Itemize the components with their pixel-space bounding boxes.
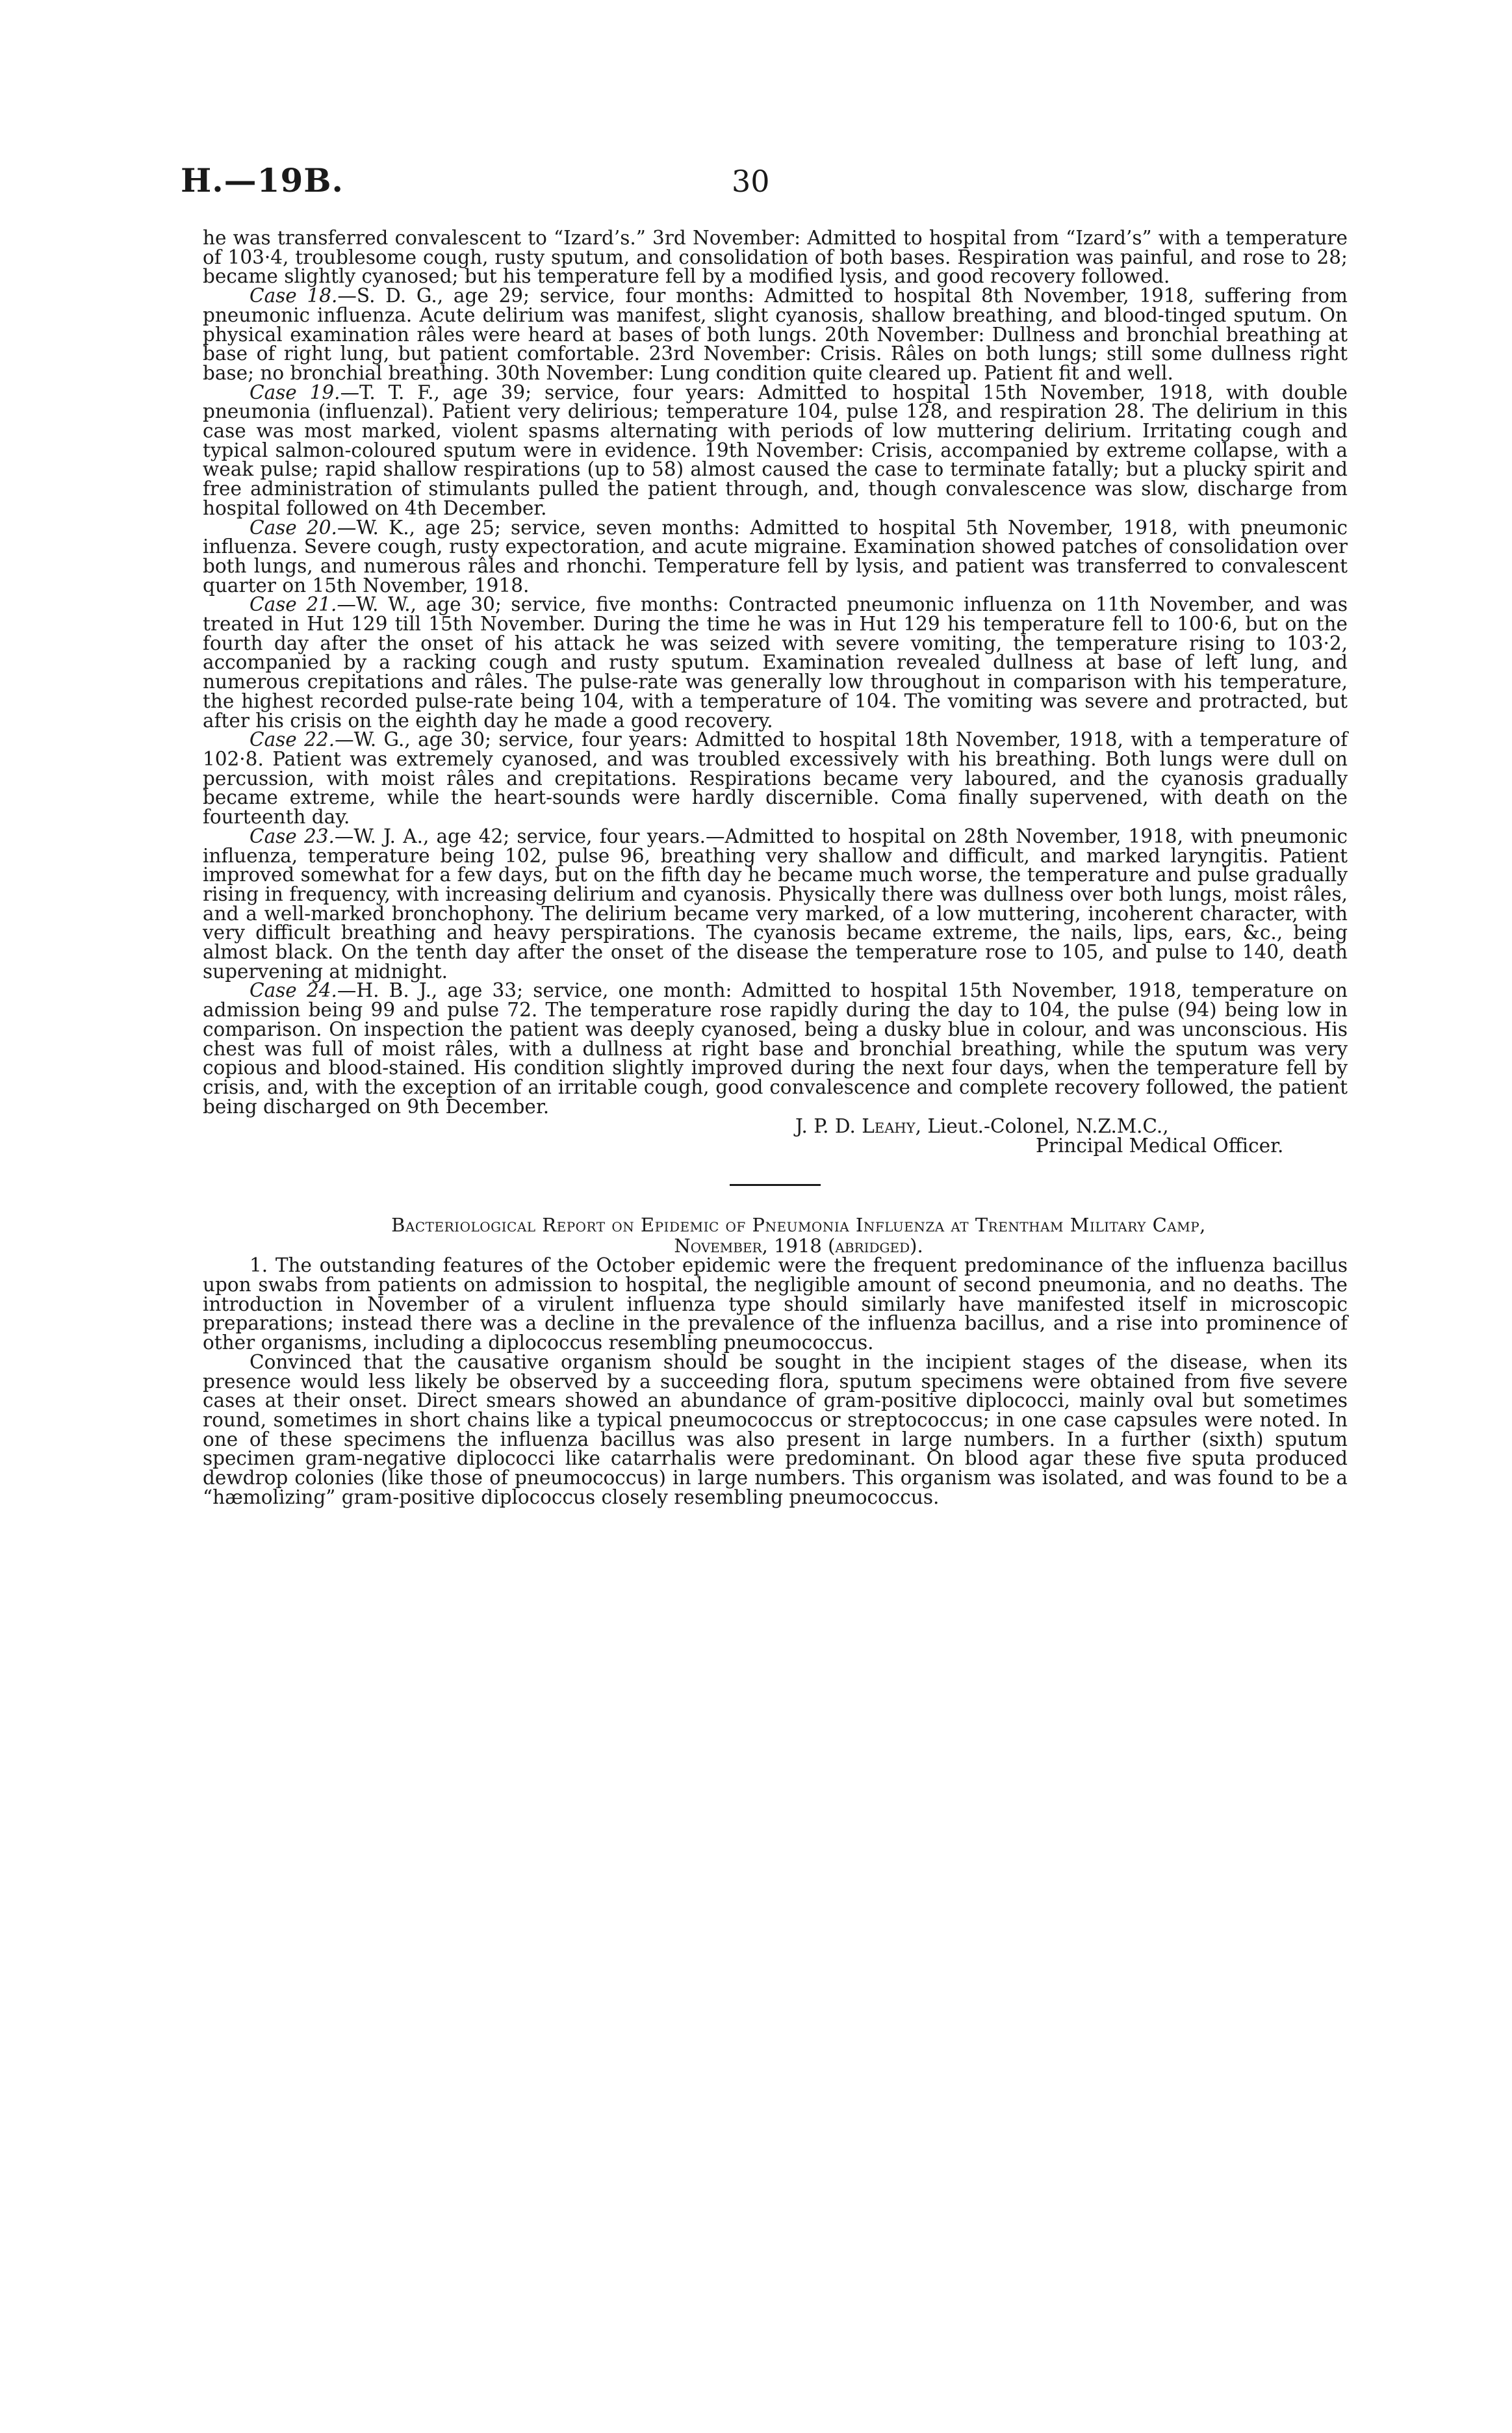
- case-18-paragraph: [203, 287, 1348, 383]
- case-24-text: —H. B. J., age 33; service, one month: Admitted to hospital 15th November, 1918, temperature on admission being 99 and pulse 72. The temperature rose rapidly during the day to 104, the pulse (94) being low in comparison. On inspection the patient was deeply cyanosed, being a dusky blue in colour, and was unconscious. His chest was full of moist râles, with a dullness at right base and bronchial breathing, while the sputum was very copious and blood-stained. His condition slightly improved during the next four days, when the temperature fell by crisis, and, with the exception of an irritable cough, good convalescence and complete recovery followed, the patient being discharged on 9th December.: [203, 979, 1348, 1118]
- case-19-paragraph: [203, 383, 1348, 519]
- signature-surname: Leahy: [862, 1115, 916, 1138]
- case-19-text: —T. T. F., age 39; service, four years: Admitted to hospital 15th November, 1918, with double pneumonia (influenzal). Patient very delirious; temperature 104, pulse 128, and respiration 28. The delirium in this case was most marked, violent spasms alternating with periods of low muttering delirium. Irritating cough and typical salmon-coloured sputum were in evidence. 19th November: Crisis, accompanied by extreme collapse, with a weak pulse; rapid shallow respirations (up to 58) almost caused the case to terminate fatally; but a plucky spirit and free administration of stimulants pulled the patient through, and, though convalescence was slow, discharge from hospital followed on 4th December.: [203, 381, 1348, 519]
- report-paragraph-1: 1. The outstanding features of the October epidemic were the frequent predominance of the influenza bacillus upon swabs from patients on admission to hospital, the negligible amount of second pneumonia, and no deaths. The introduction in November of a virulent influenza type should similarly have manifested itself in microscopic preparations; instead there was a decline in the prevalence of the influenza bacillus, and a rise into prominence of other organisms, including a diplococcus resembling pneumococcus.: [203, 1254, 1348, 1354]
- case-18-text: —S. D. G., age 29; service, four months: Admitted to hospital 8th November, 1918, suffering from pneumonic influenza. Acute delirium was manifest, slight cyanosis, shallow breathing, and blood-tinged sputum. On physical examination râles were heard at bases of both lungs. 20th November: Dullness and bronchial breathing at base of right lung, but patient comfortable. 23rd November: Crisis. Râles on both lungs; still some dullness right base; no bronchial breathing. 30th November: Lung condition quite cleared up. Patient fit and well.: [203, 285, 1348, 384]
- case-23-paragraph: [203, 827, 1348, 982]
- case-23-label: Case 23.: [250, 825, 335, 847]
- case-24-label: Case 24.: [250, 979, 337, 1002]
- case-22-label: Case 22.: [250, 728, 335, 751]
- signature-title: Principal Medical Officer.: [1036, 1135, 1284, 1157]
- case-20-paragraph: [203, 516, 1348, 597]
- document-reference: H.—19B.: [181, 161, 344, 200]
- signature-rank: , Lieut.-Colonel, N.Z.M.C.,: [915, 1115, 1169, 1138]
- signature-initials: J. P. D.: [795, 1115, 856, 1138]
- case-23-text: —W. J. A., age 42; service, four years.—Admitted to hospital on 28th November, 1918, with pneumonic influenza, temperature being 102, pulse 96, breathing very shallow and difficult, and marked laryngitis. Patient improved somewhat for a few days, but on the fifth day he became much worse, the temperature and pulse gradually rising in frequency, with increasing delirium and cyanosis. Physically there was dullness over both lungs, moist râles, and a well-marked bronchophony. The delirium became very marked, of a low muttering, incoherent character, with very difficult breathing and heavy perspirations. The cyanosis became extreme, the nails, lips, ears, &c., being almost black. On the tenth day after the onset of the disease the temperature rose to 105, and pulse to 140, death supervening at midnight.: [203, 825, 1348, 983]
- signature-line: [203, 1116, 1348, 1136]
- continued-paragraph: he was transferred convalescent to “Izard’s.” 3rd November: Admitted to hospital from “Izard’s” with a temperature of 103·4, troublesome cough, rusty sputum, and consolidation of both bases. Respiration was painful, and rose to 28; became slightly cyanosed; but his temperature fell by a modified lysis, and good recovery followed.: [203, 227, 1348, 288]
- case-21-text: —W. W., age 30; service, five months: Contracted pneumonic influenza on 11th November, and was treated in Hut 129 till 15th November. During the time he was in Hut 129 his temperature fell to 100·6, but on the fourth day after the onset of his attack he was seized with severe vomiting, the temperature rising to 103·2, accompanied by a racking cough and rusty sputum. Examination revealed dullness at base of left lung, and numerous crepitations and râles. The pulse-rate was generally low throughout in comparison with his temperature, the highest recorded pulse-rate being 104, with a temperature of 104. The vomiting was severe and protracted, but after his crisis on the eighth day he made a good recovery.: [203, 593, 1348, 732]
- page-number: 30: [732, 164, 770, 199]
- report-paragraph-2: Convinced that the causative organism should be sought in the incipient stages of the disease, when its presence would less likely be observed by a succeeding flora, sputum specimens were obtained from five severe cases at their onset. Direct smears showed an abundance of gram-positive diplococci, mainly oval but sometimes round, sometimes in short chains like a typical pneumococcus or streptococcus; in one case capsules were noted. In one of these specimens the influenza bacillus was also present in large numbers. In a further (sixth) sputum specimen gram-negative diplococci like catarrhalis were predominant. On blood agar these five sputa produced dewdrop colonies (like those of pneumococcus) in large numbers. This organism was isolated, and was found to be a “hæmolizing” gram-positive diplococcus closely resembling pneumococcus.: [203, 1350, 1348, 1508]
- case-21-label: Case 21.: [250, 593, 337, 616]
- report-subtitle: November, 1918 (abridged).: [674, 1235, 923, 1257]
- case-20-label: Case 20.: [250, 516, 337, 539]
- case-18-label: Case 18.: [250, 285, 338, 307]
- section-divider: [730, 1184, 821, 1186]
- case-20-text: —W. K., age 25; service, seven months: Admitted to hospital 5th November, 1918, with pneumonic influenza. Severe cough, rusty expectoration, and acute migraine. Examination showed patches of consolidation over both lungs, and numerous râles and rhonchi. Temperature fell by lysis, and patient was transferred to convalescent quarter on 15th November, 1918.: [203, 516, 1348, 597]
- case-21-paragraph: [203, 595, 1348, 730]
- case-22-text: —W. G., age 30; service, four years: Admitted to hospital 18th November, 1918, with a temperature of 102·8. Patient was extremely cyanosed, and was troubled excessively with his breathing. Both lungs were dull on percussion, with moist râles and crepitations. Respirations became very laboured, and the cyanosis gradually became extreme, while the heart-sounds were hardly discernible. Coma finally supervened, with death on the fourteenth day.: [203, 728, 1348, 829]
- case-24-paragraph: [203, 981, 1348, 1116]
- document-body: [203, 229, 1348, 1507]
- report-title: Bacteriological Report on Epidemic of Pneumonia Influenza at Trentham Military Camp,: [391, 1214, 1206, 1237]
- case-19-label: Case 19.: [250, 381, 340, 404]
- case-22-paragraph: [203, 730, 1348, 827]
